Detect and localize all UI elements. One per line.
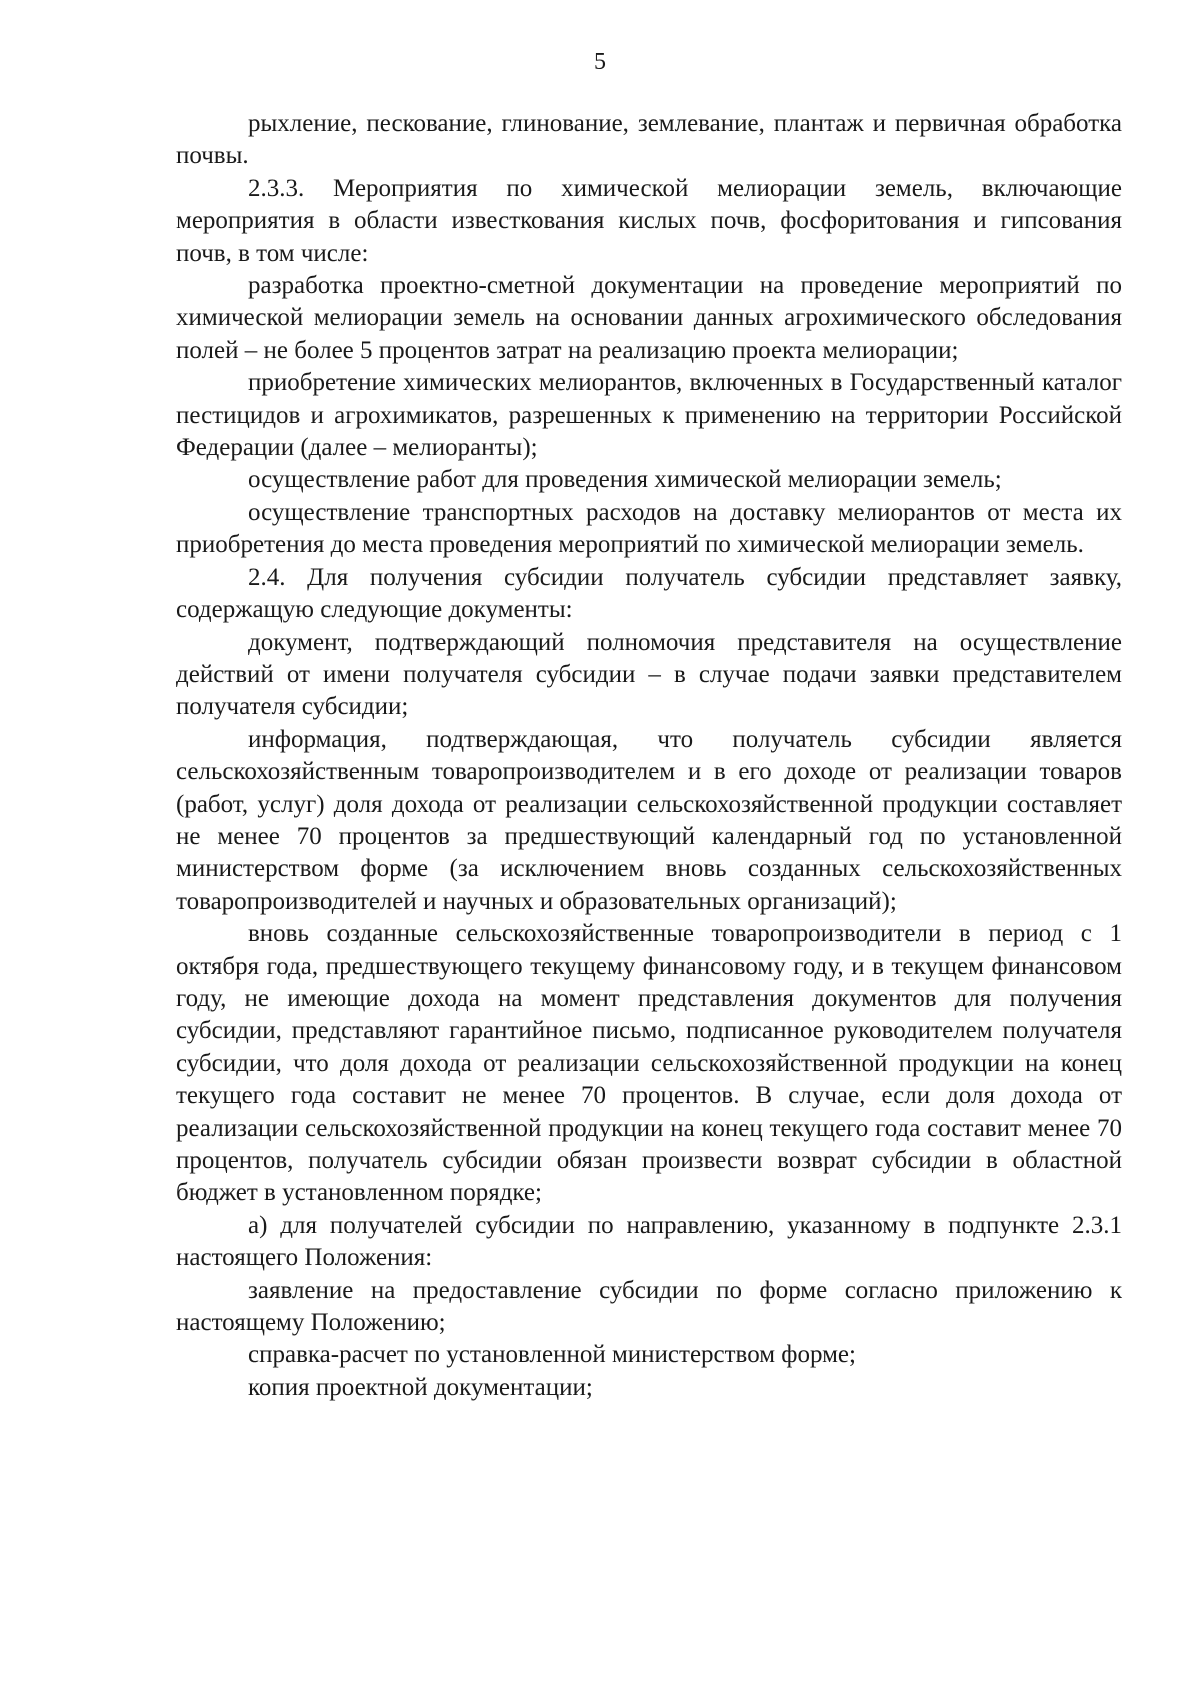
paragraph-item-a: а) для получателей субсидии по направлению, указанному в подпункте 2.3.1 настоящего Положения: [176, 1211, 1122, 1272]
paragraph-authority-document: документ, подтверждающий полномочия представителя на осуществление действий от имени получателя субсидии – в случае подачи заявки представителем получателя субсидии; [176, 628, 1122, 721]
paragraph-project-copy: копия проектной документации; [248, 1373, 593, 1401]
paragraph-new-producers: вновь созданные сельскохозяйственные товаропроизводители в период с 1 октября года, предшествующего текущему финансовому году, и в текущем финансовом году, не имеющие дохода на момент представления документов для получения субсидии, представляют гарантийное письмо, подписанное руководителем получателя субсидии, что доля дохода от реализации сельскохозяйственной продукции на конец текущего года составит не менее 70 процентов. В случае, если доля дохода от реализации сельскохозяйственной продукции на конец текущего года составит менее 70 процентов, получатель субсидии обязан произвести возврат субсидии в областной бюджет в установленном порядке; [176, 920, 1122, 1207]
paragraph-ameliorants-purchase: приобретение химических мелиорантов, включенных в Государственный каталог пестицидов и агрохимикатов, разрешенных к применению на территории Российской Федерации (далее – мелиоранты); [176, 369, 1122, 462]
paragraph-producer-info: информация, подтверждающая, что получатель субсидии является сельскохозяйственным товаропроизводителем и в его доходе от реализации товаров (работ, услуг) доля дохода от реализации сельскохозяйственной продукции составляет не менее 70 процентов за предшествующий календарный год по установленной министерством форме (за исключением вновь созданных сельскохозяйственных товаропроизводителей и научных и образовательных организаций); [176, 725, 1122, 915]
document-body [176, 108, 1122, 1404]
paragraph-2-4: 2.4. Для получения субсидии получатель субсидии представляет заявку, содержащую следующие документы: [176, 563, 1122, 624]
paragraph-calculation: справка-расчет по установленной министерством форме; [248, 1341, 856, 1369]
page-number: 5 [594, 49, 606, 75]
paragraph-transport: осуществление транспортных расходов на доставку мелиорантов от места их приобретения до места проведения мероприятий по химической мелиорации земель. [176, 498, 1122, 559]
paragraph-continuation: рыхление, пескование, глинование, землевание, плантаж и первичная обработка почвы. [176, 110, 1122, 170]
paragraph-project-docs: разработка проектно-сметной документации на проведение мероприятий по химической мелиорации земель на основании данных агрохимического обследования полей – не более 5 процентов затрат на реализацию проекта мелиорации; [176, 272, 1122, 364]
paragraph-application: заявление на предоставление субсидии по форме согласно приложению к настоящему Положению; [176, 1276, 1122, 1337]
paragraph-2-3-3: 2.3.3. Мероприятия по химической мелиорации земель, включающие мероприятия в области известкования кислых почв, фосфоритования и гипсования почв, в том числе: [176, 174, 1122, 267]
paragraph-works: осуществление работ для проведения химической мелиорации земель; [248, 466, 1002, 494]
